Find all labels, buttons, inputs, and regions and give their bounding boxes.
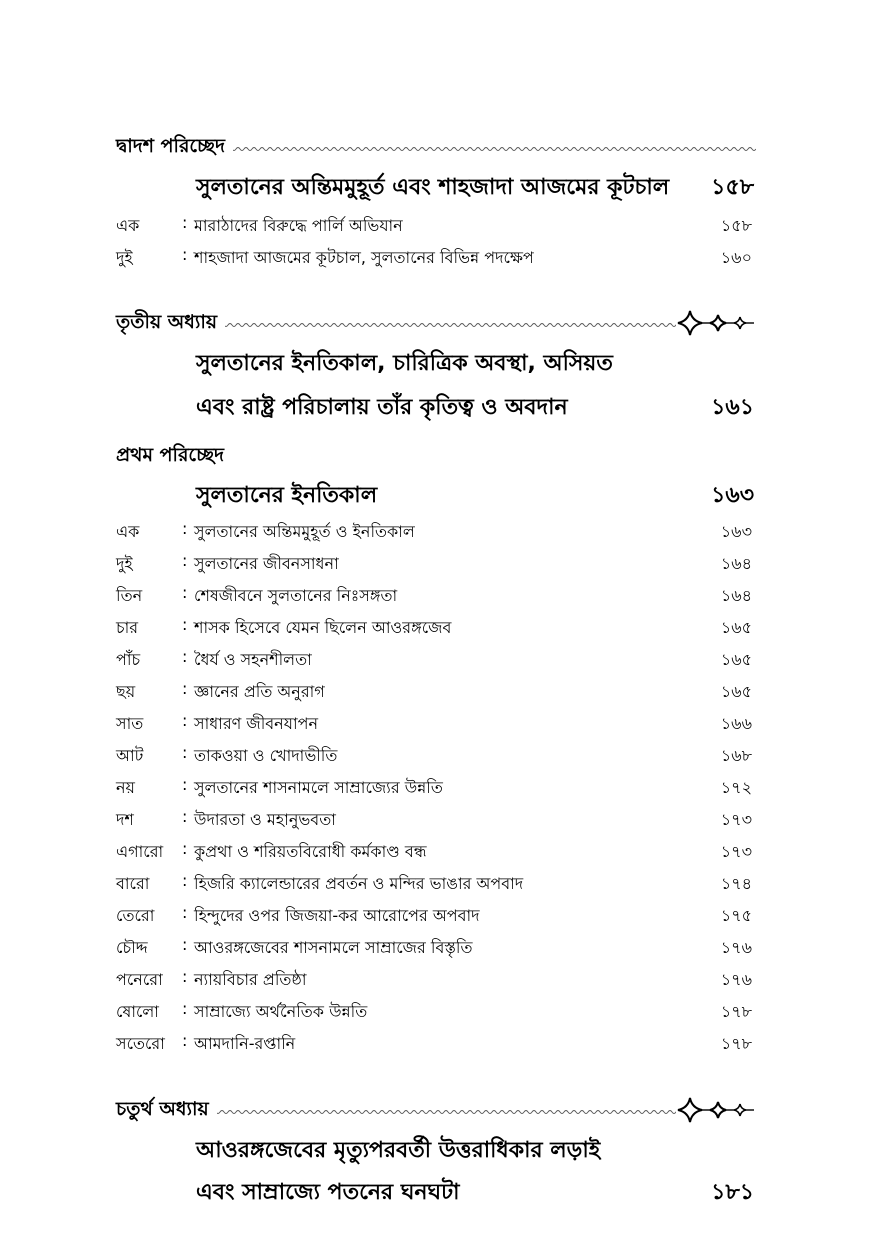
list-item: [116, 1031, 756, 1057]
diamond-star-ornament-icon: [676, 1095, 756, 1125]
entry-text: সাধারণ জীবনযাপন: [194, 714, 318, 733]
chapter-label: চতুর্থ অধ্যায়: [116, 1095, 217, 1127]
entry-text: সুলতানের জীবনসাধনা: [194, 554, 339, 573]
entry-page: ১৭৩: [720, 842, 752, 861]
list-item: [116, 903, 756, 929]
list-item: [116, 743, 756, 769]
entry-text: শেষজীবনে সুলতানের নিঃসঙ্গতা: [194, 586, 398, 605]
list-item: [116, 967, 756, 993]
entry-colon: :: [182, 245, 188, 264]
list-item: [116, 583, 756, 609]
section-title-page: ১৫৮: [711, 175, 754, 200]
list-item: [116, 679, 756, 705]
entry-number: সতেরো: [116, 1034, 165, 1053]
chapter-title-text: এবং রাষ্ট্র পরিচালায় তাঁর কৃতিত্ব ও অবদান: [196, 395, 568, 420]
list-item: [116, 615, 756, 641]
entry-text: আমদানি-রপ্তানি: [194, 1034, 296, 1053]
chapter-title-text: আওরঙ্গজেবের মৃত্যুপরবর্তী উত্তরাধিকার লড়াই: [196, 1138, 601, 1163]
entry-number: ছয়: [116, 682, 136, 701]
chapter-title-page: ১৮১: [711, 1180, 754, 1205]
chapter-title-text: এবং সাম্রাজ্যে পতনের ঘনঘটা: [196, 1180, 460, 1205]
list-item: [116, 245, 756, 271]
entry-page: ১৬৬: [720, 714, 752, 733]
entry-text: সুলতানের অন্তিমমুহূর্ত ও ইনতিকাল: [194, 522, 415, 541]
entry-colon: :: [182, 999, 188, 1018]
entry-text: সাম্রাজ্যে অর্থনৈতিক উন্নতি: [194, 1002, 368, 1021]
entry-number: দশ: [116, 810, 134, 829]
entry-page: ১৬৪: [720, 554, 752, 573]
entry-number: দুই: [116, 554, 133, 573]
list-item: [116, 807, 756, 833]
entry-page: ১৫৮: [720, 216, 752, 235]
list-item: [116, 647, 756, 673]
entry-number: তিন: [116, 586, 143, 605]
entry-colon: :: [182, 519, 188, 538]
section-heading: [116, 132, 756, 162]
list-item: [116, 711, 756, 737]
entry-page: ১৬৪: [720, 586, 752, 605]
entry-colon: :: [182, 583, 188, 602]
section-title-page: ১৬৩: [711, 483, 754, 508]
entry-text: হিজরি ক্যালেন্ডারের প্রবর্তন ও মন্দির ভাঙার অপবাদ: [194, 874, 524, 893]
entry-page: ১৭২: [720, 778, 752, 797]
entry-page: ১৭৮: [720, 1002, 752, 1021]
list-item: [116, 999, 756, 1025]
list-item: [116, 213, 756, 239]
entry-colon: :: [182, 1031, 188, 1050]
entry-number: আট: [116, 746, 144, 765]
list-item: [116, 839, 756, 865]
entry-colon: :: [182, 935, 188, 954]
entry-text: তাকওয়া ও খোদাভীতি: [194, 746, 338, 765]
entry-number: ষোলো: [116, 1002, 159, 1021]
entry-text: আওরঙ্গজেবের শাসনামলে সাম্রাজের বিস্তৃতি: [194, 938, 473, 957]
chapter-title: [196, 346, 756, 380]
entry-page: ১৬৫: [720, 682, 752, 701]
chapter-label: তৃতীয় অধ্যায়: [116, 308, 225, 340]
list-item: [116, 775, 756, 801]
entry-number: নয়: [116, 778, 135, 797]
entry-colon: :: [182, 839, 188, 858]
entry-text: মারাঠাদের বিরুদ্ধে পার্লি অভিযান: [194, 216, 403, 235]
entry-number: চার: [116, 618, 139, 637]
entry-number: এগারো: [116, 842, 164, 861]
entry-colon: :: [182, 903, 188, 922]
entry-text: শাহজাদা আজমের কূটচাল, সুলতানের বিভিন্ন পদক্ষেপ: [194, 248, 534, 267]
list-item: [116, 935, 756, 961]
entry-page: ১৬৩: [720, 522, 752, 541]
list-item: [116, 519, 756, 545]
entry-colon: :: [182, 551, 188, 570]
entry-number: পাঁচ: [116, 650, 141, 669]
entry-page: ১৭৪: [720, 874, 752, 893]
entry-text: শাসক হিসেবে যেমন ছিলেন আওরঙ্গজেব: [194, 618, 452, 637]
entry-text: কুপ্রথা ও শরিয়তবিরোধী কর্মকাণ্ড বন্ধ: [194, 842, 427, 861]
section-title-text: সুলতানের ইনতিকাল: [196, 483, 378, 508]
entry-colon: :: [182, 213, 188, 232]
chapter-title: [196, 1175, 756, 1209]
section-heading: [116, 441, 756, 471]
list-item: [116, 871, 756, 897]
entry-page: ১৬৫: [720, 650, 752, 669]
entry-text: জ্ঞানের প্রতি অনুরাগ: [194, 682, 325, 701]
chapter-title: [196, 390, 756, 424]
entry-colon: :: [182, 967, 188, 986]
entry-page: ১৭৫: [720, 906, 752, 925]
chapter-title: [196, 1133, 756, 1167]
section-title: [196, 478, 756, 512]
entry-text: ধৈর্য ও সহনশীলতা: [194, 650, 312, 669]
section-label: দ্বাদশ পরিচ্ছেদ: [116, 132, 233, 164]
section-title: [196, 170, 756, 204]
entry-number: তেরো: [116, 906, 155, 925]
entry-number: দুই: [116, 248, 133, 267]
chapter-heading: [116, 1095, 756, 1125]
chapter-title-text: সুলতানের ইনতিকাল, চারিত্রিক অবস্থা, অসিয়ত: [196, 351, 613, 376]
entry-colon: :: [182, 711, 188, 730]
list-item: [116, 551, 756, 577]
entry-colon: :: [182, 807, 188, 826]
entry-number: বারো: [116, 874, 150, 893]
chapter-heading: [116, 308, 756, 338]
entry-number: এক: [116, 522, 140, 541]
chapter-title-page: ১৬১: [711, 395, 754, 420]
entry-page: ১৬৫: [720, 618, 752, 637]
entry-colon: :: [182, 615, 188, 634]
section-label: প্রথম পরিচ্ছেদ: [116, 441, 232, 473]
entry-colon: :: [182, 647, 188, 666]
entry-colon: :: [182, 871, 188, 890]
diamond-star-ornament-icon: [676, 308, 756, 338]
entry-number: চৌদ্দ: [116, 938, 148, 957]
entry-page: ১৬৮: [720, 746, 752, 765]
entry-page: ১৭৬: [720, 938, 752, 957]
entry-colon: :: [182, 775, 188, 794]
entry-page: ১৬০: [720, 248, 752, 267]
entry-page: ১৭৮: [720, 1034, 752, 1053]
entry-number: পনেরো: [116, 970, 163, 989]
entry-page: ১৭৩: [720, 810, 752, 829]
entry-text: উদারতা ও মহানুভবতা: [194, 810, 336, 829]
entry-number: সাত: [116, 714, 144, 733]
entry-text: সুলতানের শাসনামলে সাম্রাজ্যের উন্নতি: [194, 778, 443, 797]
section-title-text: সুলতানের অন্তিমমুহূর্ত এবং শাহজাদা আজমের কূটচাল: [196, 175, 670, 200]
entry-text: ন্যায়বিচার প্রতিষ্ঠা: [194, 970, 307, 989]
entry-number: এক: [116, 216, 140, 235]
entry-colon: :: [182, 743, 188, 762]
entry-text: হিন্দুদের ওপর জিজয়া-কর আরোপের অপবাদ: [194, 906, 480, 925]
entry-colon: :: [182, 679, 188, 698]
entry-page: ১৭৬: [720, 970, 752, 989]
